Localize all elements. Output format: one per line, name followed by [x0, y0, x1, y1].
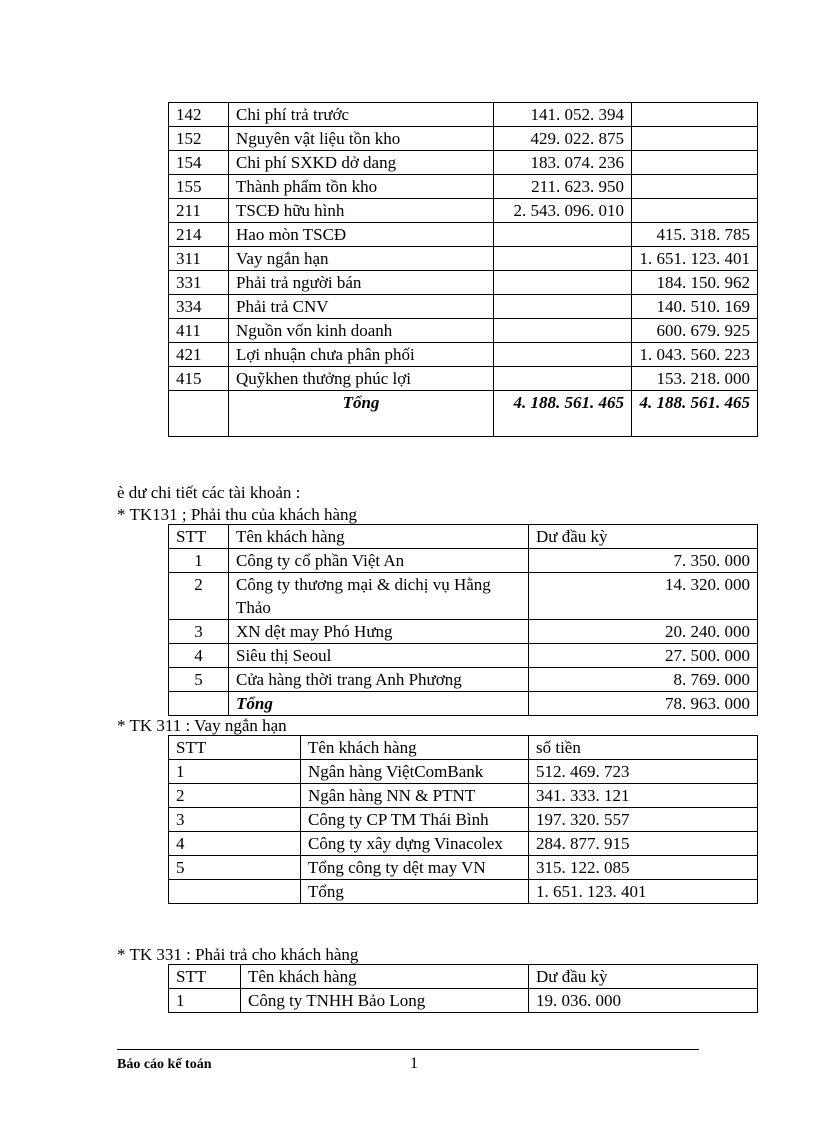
total-label: Tổng [229, 391, 494, 437]
credit-amount: 184. 150. 962 [632, 271, 758, 295]
account-name: Phải trả người bán [229, 271, 494, 295]
debit-amount: 2. 543. 096. 010 [494, 199, 632, 223]
credit-amount [632, 151, 758, 175]
table-row [169, 367, 758, 391]
credit-amount: 1. 043. 560. 223 [632, 343, 758, 367]
name-cell: Tổng công ty dệt may VN [301, 856, 529, 880]
amount-cell: 341. 333. 121 [529, 784, 758, 808]
amount-cell: 14. 320. 000 [529, 573, 758, 620]
debit-amount [494, 295, 632, 319]
account-name: Chi phí trả trước [229, 103, 494, 127]
amount-cell: 19. 036. 000 [529, 989, 758, 1013]
stt-cell: 5 [169, 856, 301, 880]
table-row [169, 319, 758, 343]
total-credit: 4. 188. 561. 465 [632, 391, 758, 437]
table-row [169, 127, 758, 151]
credit-amount [632, 175, 758, 199]
name-cell: Công ty CP TM Thái Bình [301, 808, 529, 832]
stt-header: STT [169, 525, 229, 549]
total-amount: 78. 963. 000 [529, 692, 758, 716]
tk331-heading: * TK 331 : Phải trả cho khách hàng [117, 945, 359, 964]
name-cell: Ngân hàng NN & PTNT [301, 784, 529, 808]
table-row [169, 989, 758, 1013]
debit-amount [494, 367, 632, 391]
stt-cell: 2 [169, 784, 301, 808]
name-cell: Công ty xây dựng Vinacolex [301, 832, 529, 856]
empty-cell [169, 391, 229, 437]
account-code: 142 [169, 103, 229, 127]
credit-amount: 415. 318. 785 [632, 223, 758, 247]
table-row [169, 760, 758, 784]
table-row [169, 573, 758, 620]
table-row [169, 549, 758, 573]
footer-title: Báo cáo kế toán [117, 1057, 212, 1072]
credit-amount [632, 199, 758, 223]
amount-cell: 197. 320. 557 [529, 808, 758, 832]
intro-line: è dư chi tiết các tài khoản : [117, 483, 301, 502]
tk131-table-body [169, 525, 758, 716]
total-label: Tổng [229, 692, 529, 716]
account-name: Vay ngắn hạn [229, 247, 494, 271]
account-name: Phải trả CNV [229, 295, 494, 319]
amount-cell: 315. 122. 085 [529, 856, 758, 880]
amount-cell: 27. 500. 000 [529, 644, 758, 668]
tk131-heading: * TK131 ; Phải thu của khách hàng [117, 505, 358, 524]
stt-cell: 1 [169, 989, 241, 1013]
account-name: Thành phẩm tồn kho [229, 175, 494, 199]
amount-header: Dư đầu kỳ [529, 965, 758, 989]
table-row [169, 199, 758, 223]
amount-cell: 512. 469. 723 [529, 760, 758, 784]
name-cell: XN dệt may Phó Hưng [229, 620, 529, 644]
debit-amount: 141. 052. 394 [494, 103, 632, 127]
credit-amount [632, 103, 758, 127]
header-row [169, 965, 758, 989]
total-debit: 4. 188. 561. 465 [494, 391, 632, 437]
table-row [169, 151, 758, 175]
name-cell: Cửa hàng thời trang Anh Phương [229, 668, 529, 692]
amount-cell: 20. 240. 000 [529, 620, 758, 644]
amount-cell: 284. 877. 915 [529, 832, 758, 856]
table-row [169, 343, 758, 367]
table-row [169, 247, 758, 271]
stt-header: STT [169, 965, 241, 989]
account-name: Nguyên vật liệu tồn kho [229, 127, 494, 151]
table-row [169, 808, 758, 832]
credit-amount: 600. 679. 925 [632, 319, 758, 343]
account-name: Hao mòn TSCĐ [229, 223, 494, 247]
name-header: Tên khách hàng [241, 965, 529, 989]
account-code: 421 [169, 343, 229, 367]
account-code: 415 [169, 367, 229, 391]
tk311-table-body [169, 736, 758, 904]
credit-amount: 140. 510. 169 [632, 295, 758, 319]
amount-cell: 8. 769. 000 [529, 668, 758, 692]
total-row [169, 880, 758, 904]
account-code: 154 [169, 151, 229, 175]
name-cell: Công ty TNHH Bảo Long [241, 989, 529, 1013]
balance-table [168, 102, 758, 437]
footer-divider [117, 1049, 699, 1050]
header-row [169, 525, 758, 549]
debit-amount: 183. 074. 236 [494, 151, 632, 175]
total-row [169, 391, 758, 437]
account-code: 214 [169, 223, 229, 247]
table-row [169, 223, 758, 247]
name-cell: Siêu thị Seoul [229, 644, 529, 668]
total-amount: 1. 651. 123. 401 [529, 880, 758, 904]
account-name: Chi phí SXKD dở dang [229, 151, 494, 175]
debit-amount [494, 343, 632, 367]
credit-amount [632, 127, 758, 151]
account-name: Lợi nhuận chưa phân phối [229, 343, 494, 367]
stt-header: STT [169, 736, 301, 760]
account-code: 211 [169, 199, 229, 223]
account-code: 411 [169, 319, 229, 343]
tk131-table [168, 524, 758, 716]
tk311-heading: * TK 311 : Vay ngắn hạn [117, 716, 287, 735]
account-code: 152 [169, 127, 229, 151]
total-row [169, 692, 758, 716]
account-name: Nguồn vốn kinh doanh [229, 319, 494, 343]
empty-cell [169, 880, 301, 904]
stt-cell: 5 [169, 668, 229, 692]
debit-amount [494, 247, 632, 271]
account-code: 334 [169, 295, 229, 319]
name-cell: Công ty thương mại & dichị vụ Hằng Thảo [229, 573, 529, 620]
debit-amount [494, 271, 632, 295]
credit-amount: 1. 651. 123. 401 [632, 247, 758, 271]
name-cell: Ngân hàng ViệtComBank [301, 760, 529, 784]
name-header: Tên khách hàng [301, 736, 529, 760]
credit-amount: 153. 218. 000 [632, 367, 758, 391]
table-row [169, 784, 758, 808]
amount-header: số tiền [529, 736, 758, 760]
debit-amount: 429. 022. 875 [494, 127, 632, 151]
tk331-table [168, 964, 758, 1013]
table-row [169, 271, 758, 295]
total-label: Tổng [301, 880, 529, 904]
account-name: TSCĐ hữu hình [229, 199, 494, 223]
page-number: 1 [410, 1055, 418, 1072]
amount-header: Dư đầu kỳ [529, 525, 758, 549]
tk311-table [168, 735, 758, 904]
debit-amount: 211. 623. 950 [494, 175, 632, 199]
table-row [169, 644, 758, 668]
account-code: 311 [169, 247, 229, 271]
account-code: 155 [169, 175, 229, 199]
account-name: Quỹkhen thưởng phúc lợi [229, 367, 494, 391]
debit-amount [494, 223, 632, 247]
table-row [169, 832, 758, 856]
table-row [169, 620, 758, 644]
account-code: 331 [169, 271, 229, 295]
stt-cell: 1 [169, 760, 301, 784]
stt-cell: 2 [169, 573, 229, 620]
tk331-table-body [169, 965, 758, 1013]
stt-cell: 3 [169, 620, 229, 644]
table-row [169, 295, 758, 319]
table-row [169, 175, 758, 199]
name-cell: Công ty cổ phần Việt An [229, 549, 529, 573]
table-row [169, 856, 758, 880]
balance-table-body [169, 103, 758, 437]
header-row [169, 736, 758, 760]
table-row [169, 668, 758, 692]
table-row [169, 103, 758, 127]
empty-cell [169, 692, 229, 716]
stt-cell: 3 [169, 808, 301, 832]
name-header: Tên khách hàng [229, 525, 529, 549]
stt-cell: 1 [169, 549, 229, 573]
stt-cell: 4 [169, 832, 301, 856]
amount-cell: 7. 350. 000 [529, 549, 758, 573]
stt-cell: 4 [169, 644, 229, 668]
debit-amount [494, 319, 632, 343]
